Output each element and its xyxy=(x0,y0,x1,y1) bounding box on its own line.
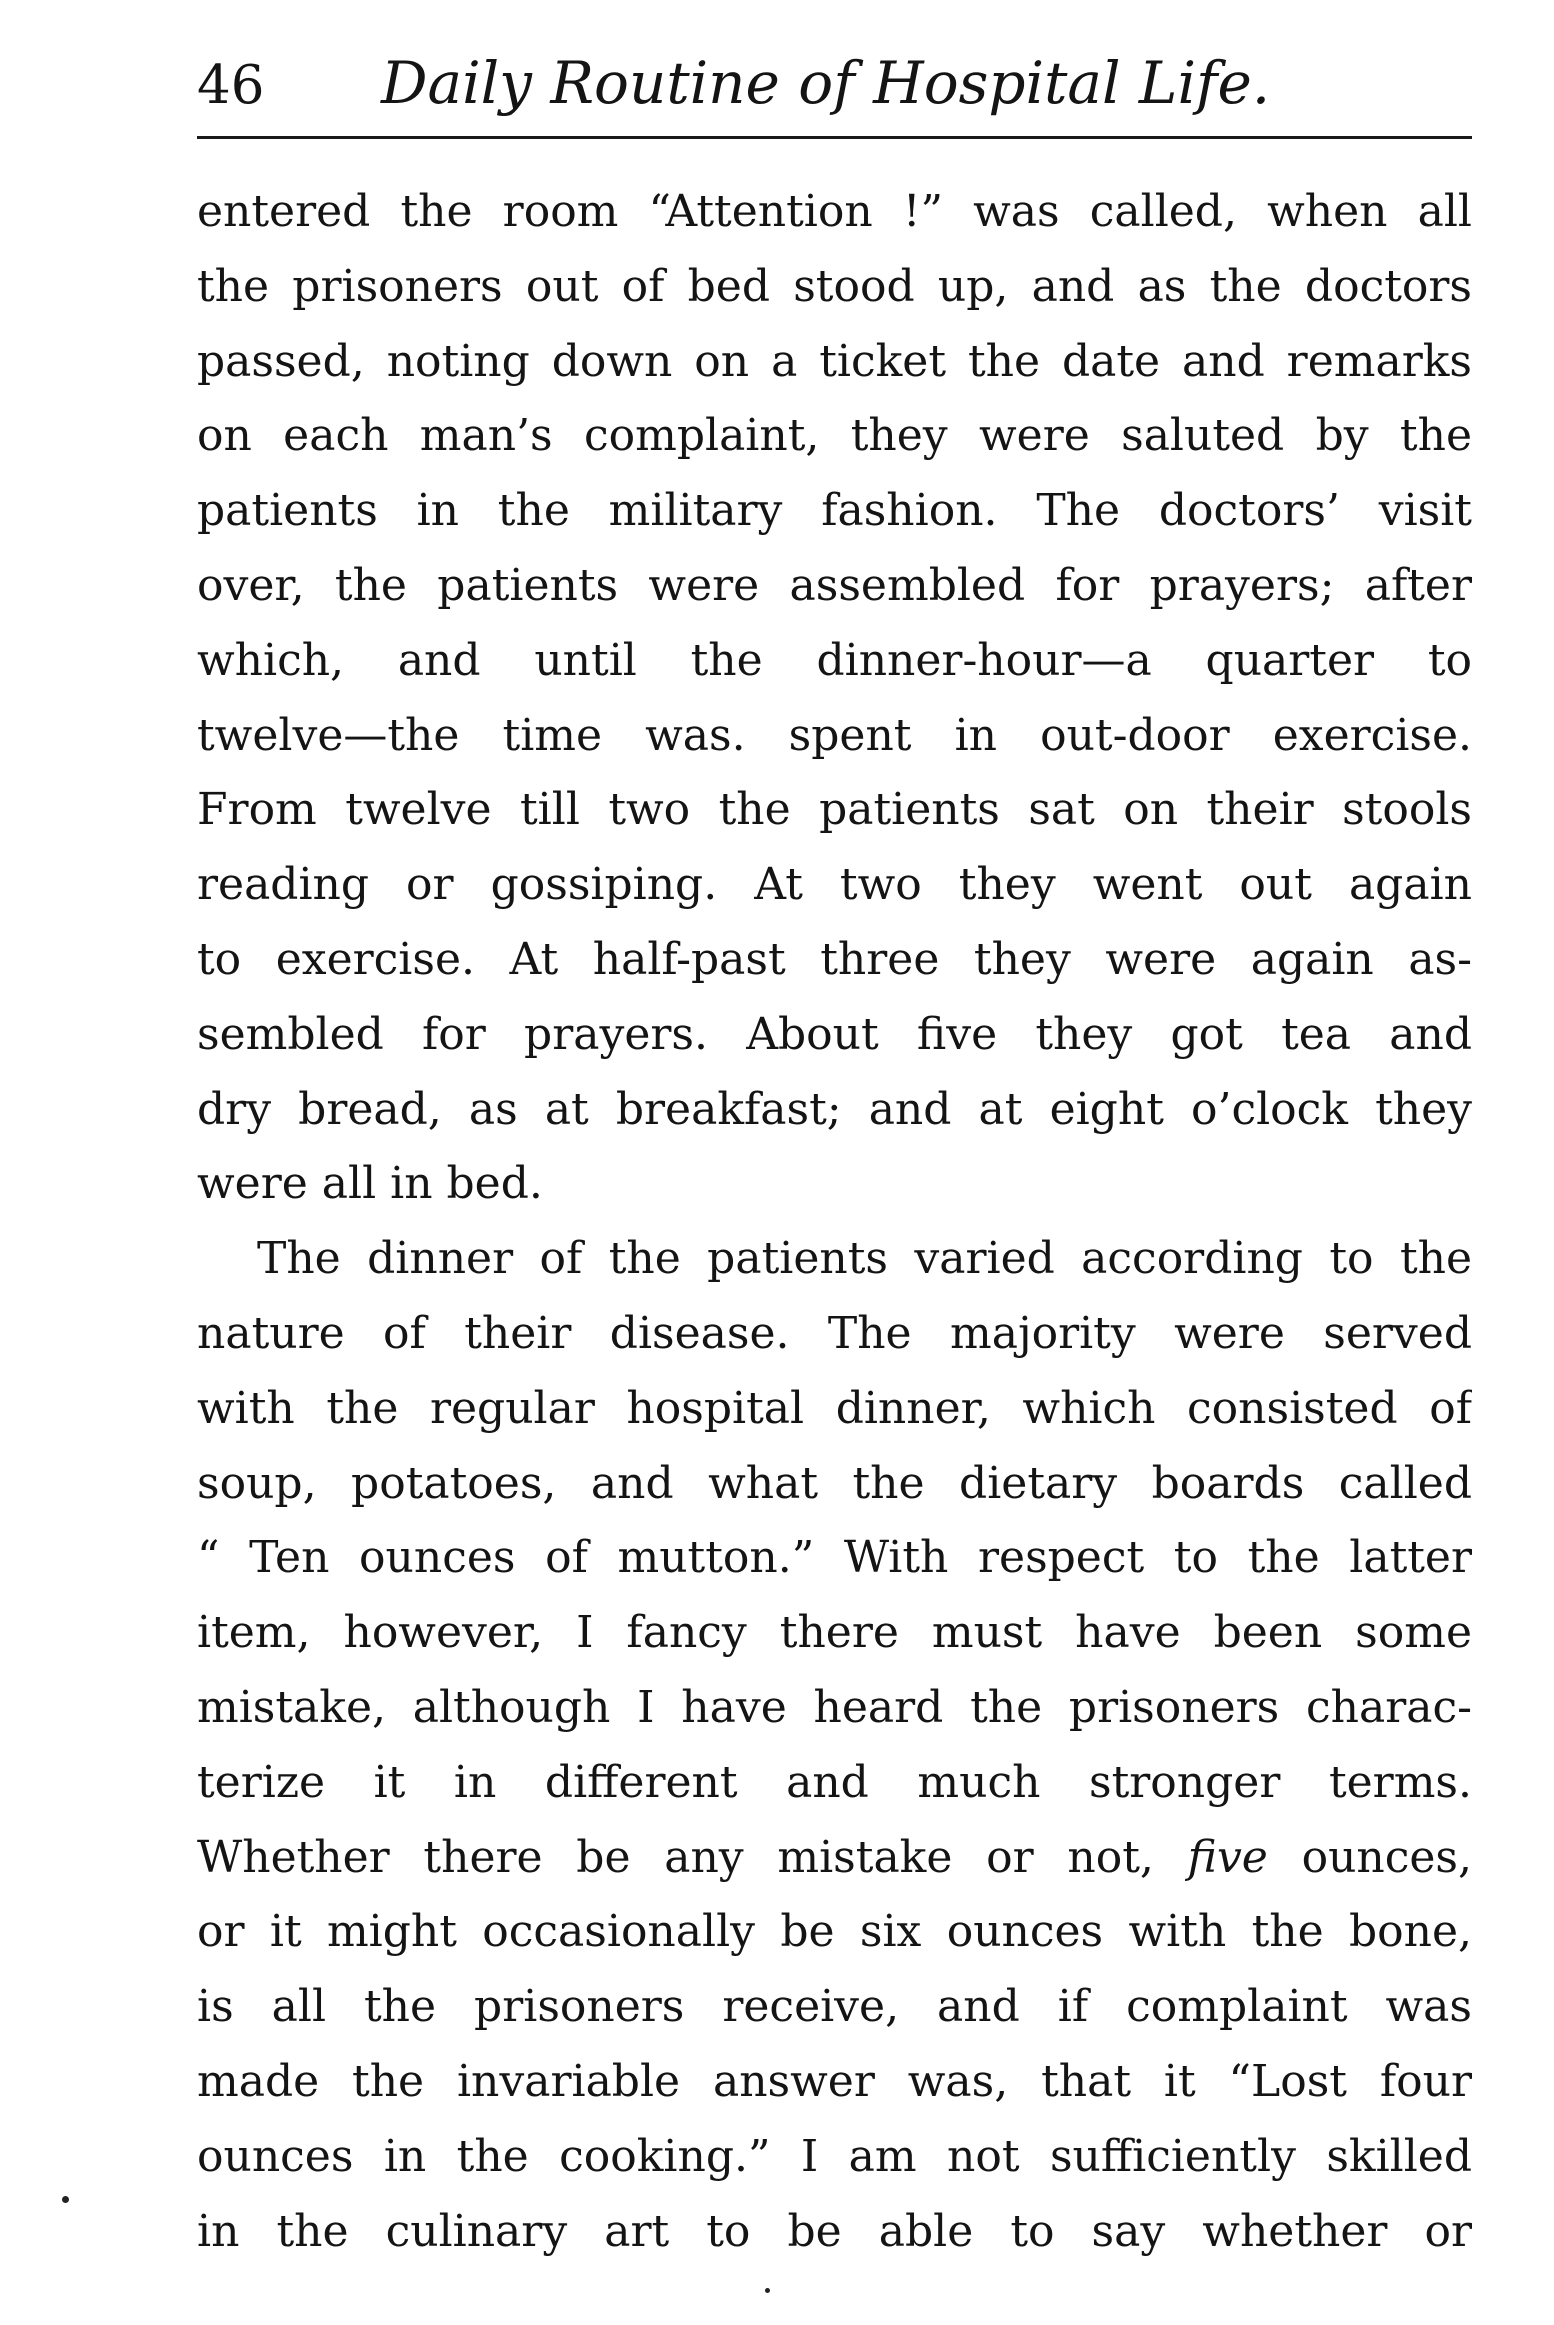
text-line: with the regular hospital dinner, which consisted of xyxy=(197,1382,1472,1434)
line-segment: Whether there be any mistake or not, xyxy=(197,1831,1188,1883)
emphasized-word: five xyxy=(1187,1831,1268,1883)
text-line: were all in bed. xyxy=(197,1158,543,1210)
text-line: is all the prisoners receive, and if complaint was xyxy=(197,1981,1472,2033)
text-line: over, the patients were assembled for prayers; after xyxy=(197,559,1472,611)
text-line: mistake, although I have heard the prisoners charac- xyxy=(197,1681,1472,1733)
text-line: on each man’s complaint, they were saluted by the xyxy=(197,410,1472,462)
text-line: nature of their disease. The majority were served xyxy=(197,1307,1472,1359)
text-line-with-emphasis xyxy=(197,1821,1472,1896)
ink-speck xyxy=(765,2288,770,2293)
text-line: in the culinary art to be able to say whether or xyxy=(197,2205,1472,2257)
text-line: which, and until the dinner-hour—a quarter to xyxy=(197,634,1472,686)
text-line: item, however, I fancy there must have been some xyxy=(197,1607,1472,1659)
text-line: to exercise. At half-past three they were again as- xyxy=(197,933,1472,985)
paragraph-first-line: The dinner of the patients varied according to the xyxy=(257,1233,1472,1285)
text-line: passed, noting down on a ticket the date and remarks xyxy=(197,335,1472,387)
text-line: “ Ten ounces of mutton.” With respect to the latter xyxy=(197,1532,1472,1584)
text-line: dry bread, as at breakfast; and at eight o’clock they xyxy=(197,1083,1472,1135)
text-line: From twelve till two the patients sat on their stools xyxy=(197,784,1472,836)
line-segment: ounces, xyxy=(1267,1831,1472,1883)
text-line: entered the room “Attention !” was called, when all xyxy=(197,186,1472,237)
text-line: twelve—the time was. spent in out-door exercise. xyxy=(197,709,1472,761)
page-header xyxy=(197,48,1472,138)
text-line: or it might occasionally be six ounces with the bone, xyxy=(197,1906,1472,1958)
text-line: made the invariable answer was, that it “Lost four xyxy=(197,2055,1472,2107)
ink-speck xyxy=(62,2196,69,2203)
text-line: the prisoners out of bed stood up, and as the doctors xyxy=(197,260,1472,312)
page-number: 46 xyxy=(197,55,265,116)
text-line: soup, potatoes, and what the dietary boards called xyxy=(197,1457,1472,1509)
running-title: Daily Routine of Hospital Life. xyxy=(381,49,1271,117)
header-rule xyxy=(197,136,1472,139)
text-line: terize it in different and much stronger terms. xyxy=(197,1756,1472,1808)
text-line: ounces in the cooking.” I am not sufficiently skilled xyxy=(197,2130,1472,2182)
text-line: reading or gossiping. At two they went out again xyxy=(197,859,1472,911)
text-line: patients in the military fashion. The doctors’ visit xyxy=(197,485,1472,537)
text-line: sembled for prayers. About five they got tea and xyxy=(197,1008,1472,1060)
body-text xyxy=(197,175,1472,2269)
